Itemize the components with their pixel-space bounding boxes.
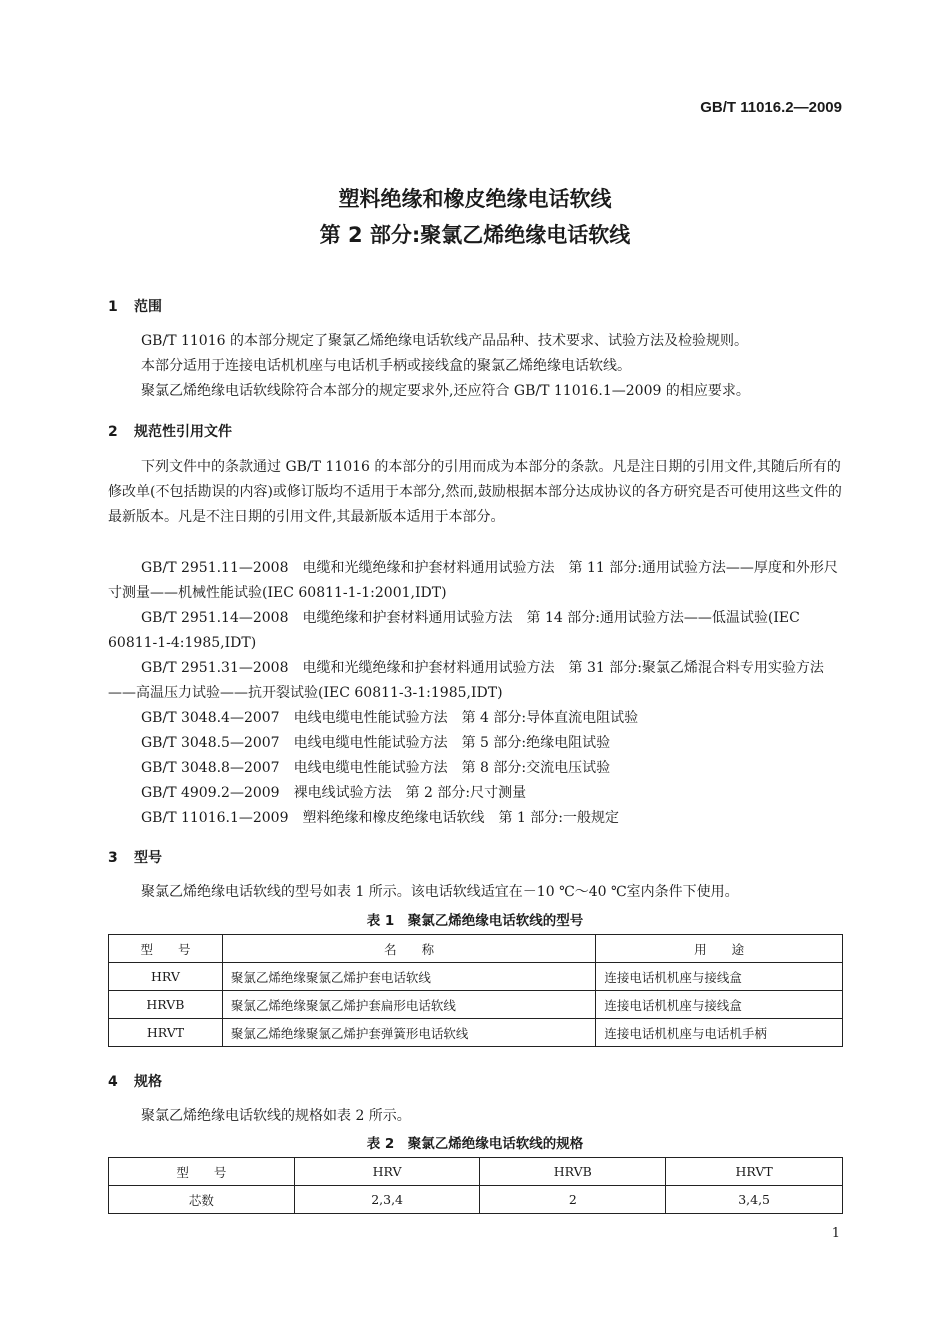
table-cell: 聚氯乙烯绝缘聚氯乙烯护套弹簧形电话软线 bbox=[222, 1019, 595, 1047]
table-row bbox=[109, 991, 843, 1019]
table-cell: HRVT bbox=[109, 1019, 223, 1047]
reference-item: GB/T 3048.5—2007 电线电缆电性能试验方法 第 5 部分:绝缘电阻试验 bbox=[141, 735, 611, 751]
table-cell: 连接电话机机座与接线盒 bbox=[596, 991, 843, 1019]
table-row bbox=[109, 1186, 843, 1214]
document-title-line2: 第 2 部分:聚氯乙烯绝缘电话软线 bbox=[319, 223, 631, 247]
scope-paragraph-3: 聚氯乙烯绝缘电话软线除符合本部分的规定要求外,还应符合 GB/T 11016.1—2009 的相应要求。 bbox=[141, 383, 750, 399]
table-cell: 2 bbox=[480, 1186, 666, 1214]
table-header-row bbox=[109, 1158, 843, 1186]
scope-paragraph-1: GB/T 11016 的本部分规定了聚氯乙烯绝缘电话软线产品品种、技术要求、试验方法及检验规则。 bbox=[141, 333, 748, 349]
table-2 bbox=[108, 1157, 843, 1214]
section-3-heading bbox=[108, 847, 162, 867]
header-cell: 用 途 bbox=[596, 935, 843, 963]
page-number: 1 bbox=[831, 1226, 840, 1241]
reference-item: GB/T 11016.1—2009 塑料绝缘和橡皮绝缘电话软线 第 1 部分:一般规定 bbox=[141, 810, 620, 826]
standard-code: GB/T 11016.2—2009 bbox=[700, 99, 842, 116]
scope-paragraph-2: 本部分适用于连接电话机机座与电话机手柄或接线盒的聚氯乙烯绝缘电话软线。 bbox=[141, 358, 631, 374]
table-1-caption: 表 1 聚氯乙烯绝缘电话软线的型号 bbox=[366, 913, 584, 929]
header-cell: 型 号 bbox=[109, 935, 223, 963]
reference-item: GB/T 3048.4—2007 电线电缆电性能试验方法 第 4 部分:导体直流电阻试验 bbox=[141, 710, 639, 726]
header-cell: 名 称 bbox=[222, 935, 595, 963]
header-cell: HRVT bbox=[666, 1158, 843, 1186]
references-intro: 下列文件中的条款通过 GB/T 11016 的本部分的引用而成为本部分的条款。凡是注日期的引用文件,其随后所有的修改单(不包括勘误的内容)或修订版均不适用于本部分,然而,鼓励根据本部分达成协议的各方研究是否可使用这些文件的最新版本。凡是不注日期的引用文件,其最新版本适用于本部分。 bbox=[108, 459, 842, 525]
model-paragraph: 聚氯乙烯绝缘电话软线的型号如表 1 所示。该电话软线适宜在－10 ℃～40 ℃室内条件下使用。 bbox=[141, 884, 739, 900]
reference-item: GB/T 2951.14—2008 电缆绝缘和护套材料通用试验方法 第 14 部分:通用试验方法——低温试验(IEC 60811-1-4:1985,IDT) bbox=[108, 610, 800, 651]
section-1-heading bbox=[108, 296, 162, 316]
reference-item: GB/T 2951.11—2008 电缆和光缆绝缘和护套材料通用试验方法 第 11 部分:通用试验方法——厚度和外形尺寸测量——机械性能试验(IEC 60811-1-1:2001,IDT) bbox=[108, 560, 838, 601]
table-cell: 聚氯乙烯绝缘聚氯乙烯护套扁形电话软线 bbox=[222, 991, 595, 1019]
section-2-heading bbox=[108, 421, 232, 441]
section-number: 3 bbox=[108, 850, 118, 866]
table-cell: 2,3,4 bbox=[294, 1186, 480, 1214]
section-title: 范围 bbox=[134, 299, 162, 315]
section-4-heading bbox=[108, 1071, 162, 1091]
table-1 bbox=[108, 934, 843, 1047]
header-cell: 型 号 bbox=[109, 1158, 295, 1186]
reference-item: GB/T 3048.8—2007 电线电缆电性能试验方法 第 8 部分:交流电压试验 bbox=[141, 760, 611, 776]
section-title: 规格 bbox=[134, 1074, 162, 1090]
reference-item: GB/T 4909.2—2009 裸电线试验方法 第 2 部分:尺寸测量 bbox=[141, 785, 527, 801]
section-title: 型号 bbox=[134, 850, 162, 866]
document-title-line1: 塑料绝缘和橡皮绝缘电话软线 bbox=[338, 187, 612, 211]
section-number: 1 bbox=[108, 299, 118, 315]
section-title: 规范性引用文件 bbox=[134, 424, 232, 440]
table-cell: HRVB bbox=[109, 991, 223, 1019]
table-cell: 连接电话机机座与电话机手柄 bbox=[596, 1019, 843, 1047]
table-row bbox=[109, 1019, 843, 1047]
table-cell: 芯数 bbox=[109, 1186, 295, 1214]
table-cell: 聚氯乙烯绝缘聚氯乙烯护套电话软线 bbox=[222, 963, 595, 991]
table-row bbox=[109, 963, 843, 991]
table-cell: HRV bbox=[109, 963, 223, 991]
section-number: 2 bbox=[108, 424, 118, 440]
reference-item: GB/T 2951.31—2008 电缆和光缆绝缘和护套材料通用试验方法 第 31 部分:聚氯乙烯混合料专用实验方法——高温压力试验——抗开裂试验(IEC 60811-3-1:1985,IDT) bbox=[108, 660, 824, 701]
table-cell: 3,4,5 bbox=[666, 1186, 843, 1214]
table-2-caption: 表 2 聚氯乙烯绝缘电话软线的规格 bbox=[366, 1136, 584, 1152]
table-header-row bbox=[109, 935, 843, 963]
table-cell: 连接电话机机座与接线盒 bbox=[596, 963, 843, 991]
spec-paragraph: 聚氯乙烯绝缘电话软线的规格如表 2 所示。 bbox=[141, 1108, 411, 1124]
section-number: 4 bbox=[108, 1074, 118, 1090]
header-cell: HRV bbox=[294, 1158, 480, 1186]
header-cell: HRVB bbox=[480, 1158, 666, 1186]
